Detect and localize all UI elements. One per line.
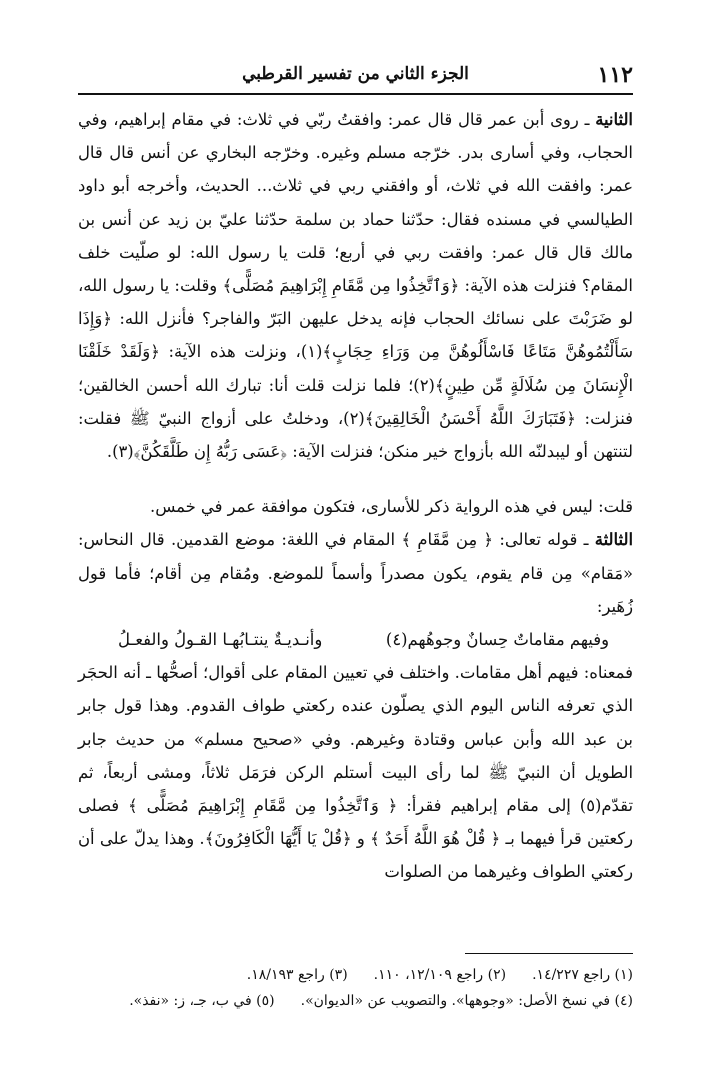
paragraph-text: ـ روى أبن عمر قال قال عمر: وافقتُ ربّي في ثلاث: في مقام إبراهيم، وفي الحجاب، وفي أسارى بدر. خرّجه مسلم وغيره. وخرّجه البخاري عن أنس قال قال عمر: وافقت الله في ثلاث، أو وافقني ربي في ثلاث... الحديث، وأخرجه أبو داود الطيالسي في مسنده فقال: حدّثنا حماد بن سلمة حدّثنا عليّ بن زيد عن أنس بن مالك قال قال عمر: وافقت ربي في أربع؛ قلت يا رسول الله: لو صلّيت خلف المقام؟ فنزلت هذه الآية: ﴿وَٱتَّخِذُوا مِن مَّقَامِ إِبْرَاهِيمَ مُصَلًّى﴾ وقلت: يا رسول الله، لو ضَرَبْتَ على نسائك الحجاب فإنه يدخل عليهن البَرّ والفاجر؟ فأنزل الله: ﴿وَإِذَا سَأَلْتُمُوهُنَّ مَتَاعًا فَاسْأَلُوهُنَّ مِن وَرَاءِ حِجَابٍ﴾(١)، ونزلت هذه الآية: ﴿وَلَقَدْ خَلَقْنَا الْإِنسَانَ مِن سُلَالَةٍ مِّن طِينٍ﴾(٢)؛ فلما نزلت قلت أنا: تبارك الله أحسن الخالقين؛ فنزلت: ﴿فَتَبَارَكَ اللَّهُ أَحْسَنُ الْخَالِقِينَ﴾(٢)، ودخلتُ على أزواج النبيّ ﷺ فقلت: لتنتهن أو ليبدلنّه الله بأزواج خير منكن؛ فنزلت الآية: ﴿عَسَى رَبُّهُ إِن طَلَّقَكُنَّ﴾(٣). <box>78 110 633 462</box>
paragraph-second-issue <box>78 103 633 468</box>
footnotes <box>78 962 633 1014</box>
paragraph-lead-second: الثانية <box>595 110 633 129</box>
page-number: ١١٢ <box>597 62 633 88</box>
footnote-2: (٢) راجع ١٢/١٠٩، ١١٠. <box>373 967 507 983</box>
verse-first-hemistich: وفيهم مقاماتٌ حِسانٌ وجوهُهم(٤) <box>385 630 609 650</box>
footnote-4: (٤) في نسخ الأصل: «وجوهها». والتصويب عن «الديوان». <box>300 993 633 1009</box>
header-divider <box>78 93 633 95</box>
footnote-3: (٣) راجع ١٨/١٩٣. <box>246 967 348 983</box>
verse-second-hemistich: وأنـديـةٌ ينتـابُهـا القـولُ والفعـلُ <box>118 630 323 650</box>
paragraph-third-issue <box>78 523 633 623</box>
paragraph-meaning: فمعناه: فيهم أهل مقامات. واختلف في تعيين المقام على أقوال؛ أصحُّها ـ أنه الحجَر الذي تعرفه الناس اليوم الذي يصلّون عنده ركعتي طواف القدوم. وهذا قول جابر بن عبد الله وأبن عباس وقتادة وغيرهم. وفي «صحيح مسلم» من حديث جابر الطويل أن النبيّ ﷺ لما رأى البيت أستلم الركن فرَمَل ثلاثاً، ومشى أربعاً، ثم تقدّم(٥) إلى مقام إبراهيم فقرأ: ﴿ وَٱتَّخِذُوا مِن مَّقَامِ إِبْرَاهِيمَ مُصَلًّى ﴾ فصلى ركعتين قرأ فيهما بـ ﴿ قُلْ هُوَ اللَّهُ أَحَدٌ ﴾ و ﴿قُلْ يَا أَيُّهَا الْكَافِرُونَ﴾. وهذا يدلّ على أن ركعتي الطواف وغيرهما من الصلوات <box>78 663 633 882</box>
spacer <box>78 468 633 490</box>
running-title: الجزء الثاني من تفسير القرطبي <box>242 64 469 84</box>
page-header <box>78 56 633 92</box>
footnote-5: (٥) في ب، جـ، ز: «نفذ». <box>129 993 275 1009</box>
footnote-row <box>78 988 633 1014</box>
footnote-1: (١) راجع ١٤/٢٢٧. <box>532 967 633 983</box>
paragraph-text: ـ قوله تعالى: ﴿ مِن مَّقَامِ ﴾ المقام في اللغة: موضع القدمين. قال النحاس: «مَقام» مِن قام يقوم، يكون مصدراً وأسماً للموضع. ومُقام مِن أقام؛ فأما قول زُهَير: <box>78 530 633 616</box>
main-text <box>78 103 633 889</box>
poetry-verse <box>78 623 633 656</box>
footnote-divider <box>465 953 633 954</box>
footnote-row <box>78 962 633 988</box>
paragraph-lead-third: الثالثة <box>594 530 633 550</box>
author-note: قلت: ليس في هذه الرواية ذكر للأسارى، فتكون موافقة عمر في خمس. <box>149 497 633 517</box>
